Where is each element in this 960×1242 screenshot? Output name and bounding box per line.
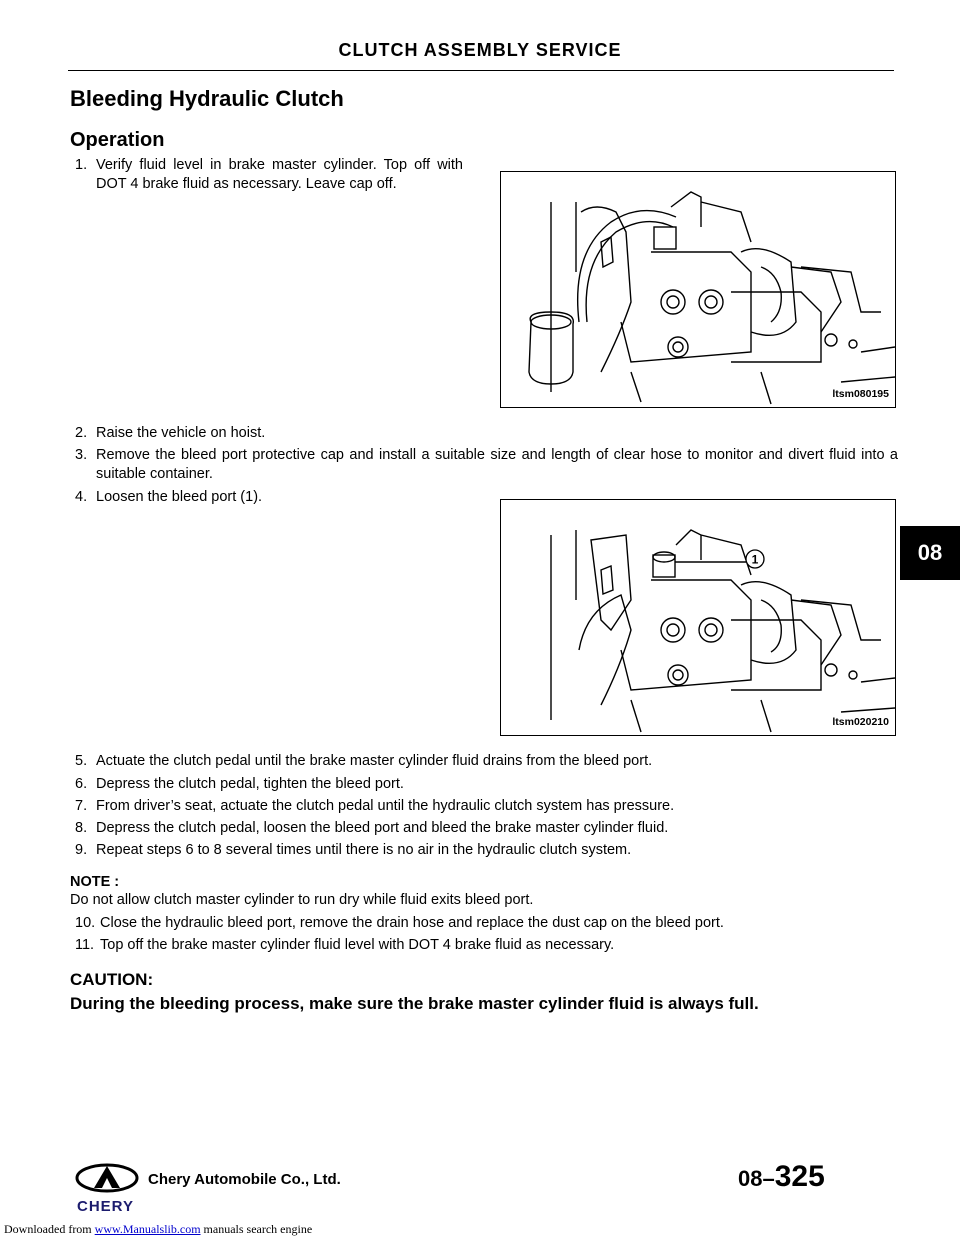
- step-number: 2.: [75, 425, 88, 441]
- figure-bleed-port-illustration: [501, 500, 895, 735]
- figure-bleed-port: [500, 499, 896, 736]
- page-number: [738, 1160, 825, 1194]
- section-title: Bleeding Hydraulic Clutch: [70, 86, 344, 111]
- download-prefix: Downloaded from: [4, 1222, 95, 1236]
- subsection-title: Operation: [70, 129, 165, 151]
- caution-heading: CAUTION:: [70, 970, 154, 989]
- page-num: 325: [774, 1160, 825, 1193]
- note-heading: NOTE :: [70, 874, 120, 890]
- step-8: [75, 819, 898, 838]
- figure-master-cylinder: [500, 171, 896, 408]
- callout-number: 1: [751, 552, 759, 567]
- step-number: 3.: [75, 447, 88, 463]
- manualslib-link[interactable]: www.Manualslib.com: [94, 1222, 201, 1236]
- step-text: Depress the clutch pedal, tighten the bleed port.: [96, 776, 404, 792]
- download-suffix: manuals search engine: [200, 1222, 313, 1236]
- step-6: [75, 775, 898, 794]
- step-10: [75, 914, 898, 933]
- step-number: 5.: [75, 753, 88, 769]
- page-section: 08–: [738, 1166, 775, 1191]
- header-divider: [68, 70, 894, 71]
- step-1: [75, 156, 463, 216]
- step-number: 10.: [75, 915, 96, 931]
- step-text: Depress the clutch pedal, loosen the bleed port and bleed the brake master cylinder fluid.: [96, 820, 669, 836]
- step-number: 6.: [75, 776, 88, 792]
- step-number: 11.: [75, 937, 95, 953]
- step-text: Top off the brake master cylinder fluid level with DOT 4 brake fluid as necessary.: [100, 937, 615, 953]
- step-2: [75, 424, 898, 443]
- step-3: [75, 446, 898, 486]
- step-text: Remove the bleed port protective cap and install a suitable size and length of clear hose to monitor and divert fluid into a suitable container.: [96, 447, 898, 482]
- step-number: 1.: [75, 157, 88, 173]
- step-text: Actuate the clutch pedal until the brake master cylinder fluid drains from the bleed port.: [96, 753, 653, 769]
- step-text: Verify fluid level in brake master cylinder. Top off with DOT 4 brake fluid as necessary. Leave cap off.: [96, 157, 463, 192]
- step-text: From driver’s seat, actuate the clutch pedal until the hydraulic clutch system has pressure.: [96, 798, 675, 814]
- step-number: 9.: [75, 842, 88, 858]
- chery-logo: [72, 1158, 142, 1222]
- step-text: Close the hydraulic bleed port, remove the drain hose and replace the dust cap on the bleed port.: [100, 915, 724, 931]
- step-text: Loosen the bleed port (1).: [96, 489, 263, 505]
- figure-code: ltsm080195: [832, 388, 889, 400]
- section-tab: 08: [900, 526, 960, 580]
- step-7: [75, 797, 898, 816]
- step-number: 7.: [75, 798, 88, 814]
- step-11: [75, 936, 898, 955]
- figure-code: ltsm020210: [832, 716, 889, 728]
- step-4: [75, 488, 475, 507]
- page-header-title: CLUTCH ASSEMBLY SERVICE: [338, 40, 622, 60]
- footer-company: Chery Automobile Co., Ltd.: [148, 1171, 341, 1188]
- step-9: [75, 841, 898, 860]
- step-number: 8.: [75, 820, 88, 836]
- chery-logo-text: CHERY: [77, 1198, 134, 1215]
- step-text: Raise the vehicle on hoist.: [96, 425, 266, 441]
- note-text: Do not allow clutch master cylinder to run dry while fluid exits bleed port.: [70, 892, 534, 908]
- step-5: [75, 752, 898, 771]
- caution-text: During the bleeding process, make sure the brake master cylinder fluid is always full.: [70, 994, 759, 1013]
- step-text: Repeat steps 6 to 8 several times until there is no air in the hydraulic clutch system.: [96, 842, 632, 858]
- download-line: [4, 1222, 312, 1237]
- figure-master-cylinder-illustration: [501, 172, 895, 407]
- step-number: 4.: [75, 489, 88, 505]
